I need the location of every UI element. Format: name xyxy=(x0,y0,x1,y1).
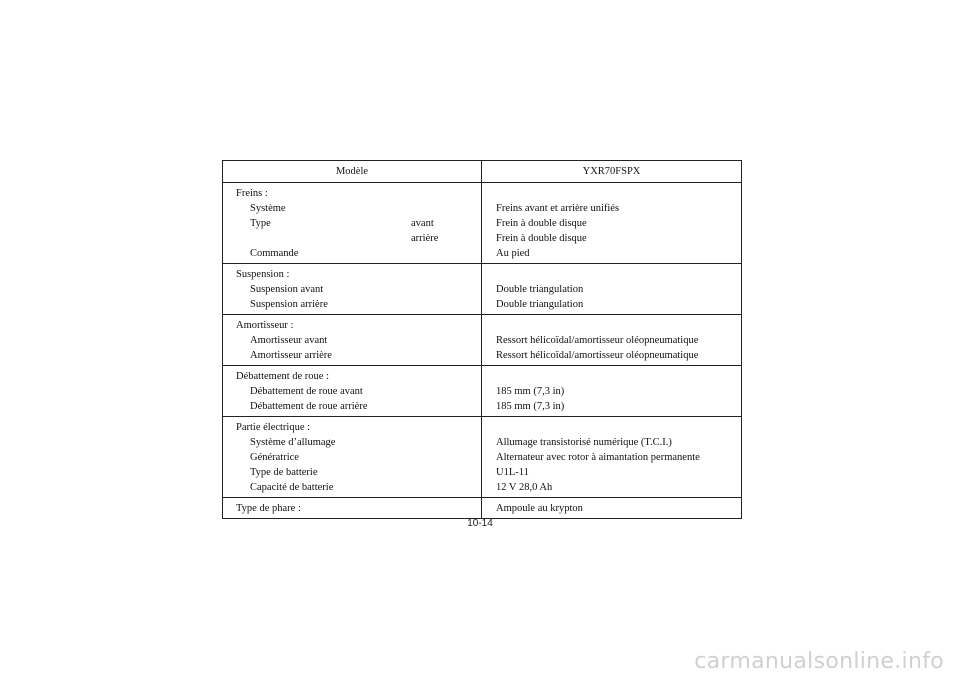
spec-label: Amortisseur avant xyxy=(250,335,328,346)
spec-label: Système xyxy=(250,203,286,214)
section-title: Type de phare : xyxy=(236,503,301,514)
spec-row xyxy=(223,480,741,495)
model-label: Modèle xyxy=(223,161,482,182)
spec-value: Ressort hélicoïdal/amortisseur oléopneumatique xyxy=(496,335,699,346)
section-title: Amortisseur : xyxy=(236,320,294,331)
spec-row xyxy=(223,216,741,231)
spec-row xyxy=(223,465,741,480)
spec-value: Frein à double disque xyxy=(496,233,587,244)
spec-value: 12 V 28,0 Ah xyxy=(496,482,553,493)
spec-label: Génératrice xyxy=(250,452,299,463)
spec-section xyxy=(223,498,741,518)
spec-section xyxy=(223,366,741,417)
spec-label: Suspension avant xyxy=(250,284,324,295)
spec-section xyxy=(223,315,741,366)
spec-row xyxy=(223,384,741,399)
spec-label: Débattement de roue avant xyxy=(250,386,363,397)
section-title-row xyxy=(223,267,741,282)
spec-section xyxy=(223,264,741,315)
spec-row xyxy=(223,297,741,312)
spec-value: Double triangulation xyxy=(496,299,584,310)
spec-row xyxy=(223,450,741,465)
spec-row xyxy=(223,348,741,363)
spec-row xyxy=(223,231,741,246)
spec-label: Suspension arrière xyxy=(250,299,328,310)
spec-label: Débattement de roue arrière xyxy=(250,401,368,412)
spec-value: Allumage transistorisé numérique (T.C.I.) xyxy=(496,437,672,448)
section-title: Partie électrique : xyxy=(236,422,311,433)
spec-label: Commande xyxy=(250,248,299,259)
spec-section xyxy=(223,183,741,264)
spec-value: Frein à double disque xyxy=(496,218,587,229)
spec-label: Amortisseur arrière xyxy=(250,350,332,361)
section-title-row xyxy=(223,186,741,201)
section-title-row xyxy=(223,369,741,384)
page-number: 10-14 xyxy=(467,518,493,529)
spec-row xyxy=(223,246,741,261)
section-title: Suspension : xyxy=(236,269,290,280)
section-title: Débattement de roue : xyxy=(236,371,330,382)
spec-sublabel: arrière xyxy=(411,233,439,244)
table-header xyxy=(223,161,741,183)
spec-value: Alternateur avec rotor à aimantation permanente xyxy=(496,452,700,463)
spec-section xyxy=(223,417,741,498)
spec-value: Ressort hélicoïdal/amortisseur oléopneumatique xyxy=(496,350,699,361)
section-title-row xyxy=(223,501,741,516)
spec-value: U1L-11 xyxy=(496,467,529,478)
spec-value: Double triangulation xyxy=(496,284,584,295)
spec-table xyxy=(222,160,742,519)
spec-row xyxy=(223,399,741,414)
spec-value: Au pied xyxy=(496,248,530,259)
section-title-value: Ampoule au krypton xyxy=(496,503,583,514)
section-title-row xyxy=(223,420,741,435)
section-title-row xyxy=(223,318,741,333)
spec-value: Freins avant et arrière unifiés xyxy=(496,203,620,214)
spec-row xyxy=(223,435,741,450)
spec-value: 185 mm (7,3 in) xyxy=(496,401,565,412)
spec-label: Capacité de batterie xyxy=(250,482,334,493)
section-title: Freins : xyxy=(236,188,268,199)
spec-label: Type xyxy=(250,218,271,229)
model-value: YXR70FSPX xyxy=(582,166,641,177)
spec-row xyxy=(223,201,741,216)
spec-row xyxy=(223,282,741,297)
watermark: carmanualsonline.info xyxy=(694,649,944,674)
spec-sublabel: avant xyxy=(411,218,434,229)
spec-label: Système d’allumage xyxy=(250,437,336,448)
spec-label: Type de batterie xyxy=(250,467,318,478)
spec-value: 185 mm (7,3 in) xyxy=(496,386,565,397)
spec-row xyxy=(223,333,741,348)
